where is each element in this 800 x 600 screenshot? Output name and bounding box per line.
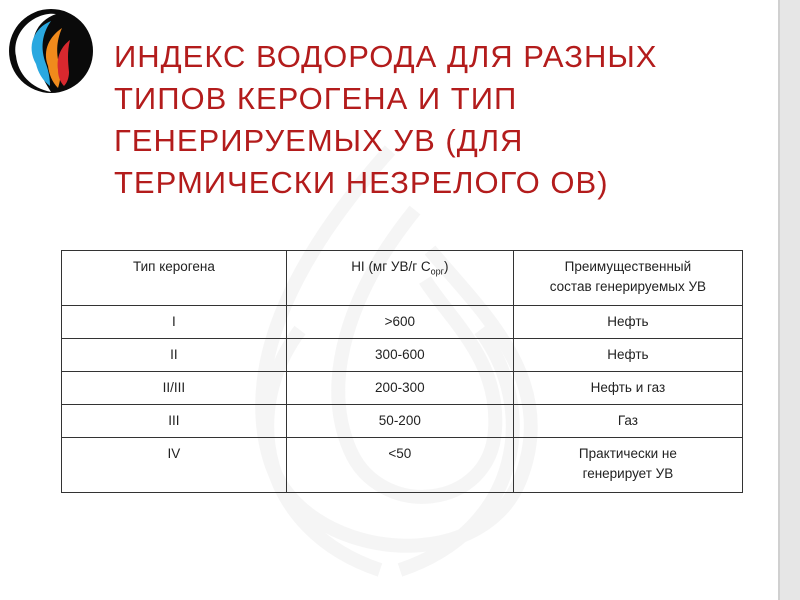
table-row xyxy=(62,405,743,438)
title-line-2: ТИПОВ КЕРОГЕНА И ТИП xyxy=(114,81,518,116)
header-composition-line1: Преимущественный xyxy=(564,259,692,274)
cell-hi: 200-300 xyxy=(286,372,513,405)
header-composition-line2: состав генерируемых УВ xyxy=(549,279,707,294)
header-hi-sub: орг xyxy=(430,266,444,277)
table-row xyxy=(62,306,743,339)
table-row xyxy=(62,339,743,372)
kerogen-table xyxy=(61,250,743,493)
slide-title xyxy=(114,36,754,204)
cell-hi: >600 xyxy=(286,306,513,339)
table-header-row xyxy=(62,251,743,306)
header-hi xyxy=(286,251,513,306)
cell-composition-line1: Практически не xyxy=(578,446,677,461)
cell-type: II/III xyxy=(62,372,287,405)
cell-type: III xyxy=(62,405,287,438)
cell-composition: Нефть xyxy=(513,306,742,339)
title-line-3: ГЕНЕРИРУЕМЫХ УВ (ДЛЯ xyxy=(114,123,524,158)
header-kerogen-type: Тип керогена xyxy=(62,251,287,306)
header-composition xyxy=(513,251,742,306)
cell-composition: Газ xyxy=(513,405,742,438)
cell-composition: Нефть xyxy=(513,339,742,372)
cell-hi: 300-600 xyxy=(286,339,513,372)
slide-edge-bar xyxy=(778,0,800,600)
flame-logo-icon xyxy=(6,6,96,96)
header-hi-main: HI (мг УВ/г С xyxy=(351,259,431,274)
table-row xyxy=(62,372,743,405)
cell-composition xyxy=(513,438,742,493)
title-line-1: ИНДЕКС ВОДОРОДА ДЛЯ РАЗНЫХ xyxy=(114,39,658,74)
cell-composition: Нефть и газ xyxy=(513,372,742,405)
cell-type: II xyxy=(62,339,287,372)
table-row xyxy=(62,438,743,493)
header-hi-end: ) xyxy=(443,259,449,274)
cell-composition-line2: генерирует УВ xyxy=(582,466,674,481)
cell-hi: 50-200 xyxy=(286,405,513,438)
cell-type: IV xyxy=(62,438,287,493)
cell-hi: <50 xyxy=(286,438,513,493)
title-line-4: ТЕРМИЧЕСКИ НЕЗРЕЛОГО ОВ) xyxy=(114,165,609,200)
cell-type: I xyxy=(62,306,287,339)
